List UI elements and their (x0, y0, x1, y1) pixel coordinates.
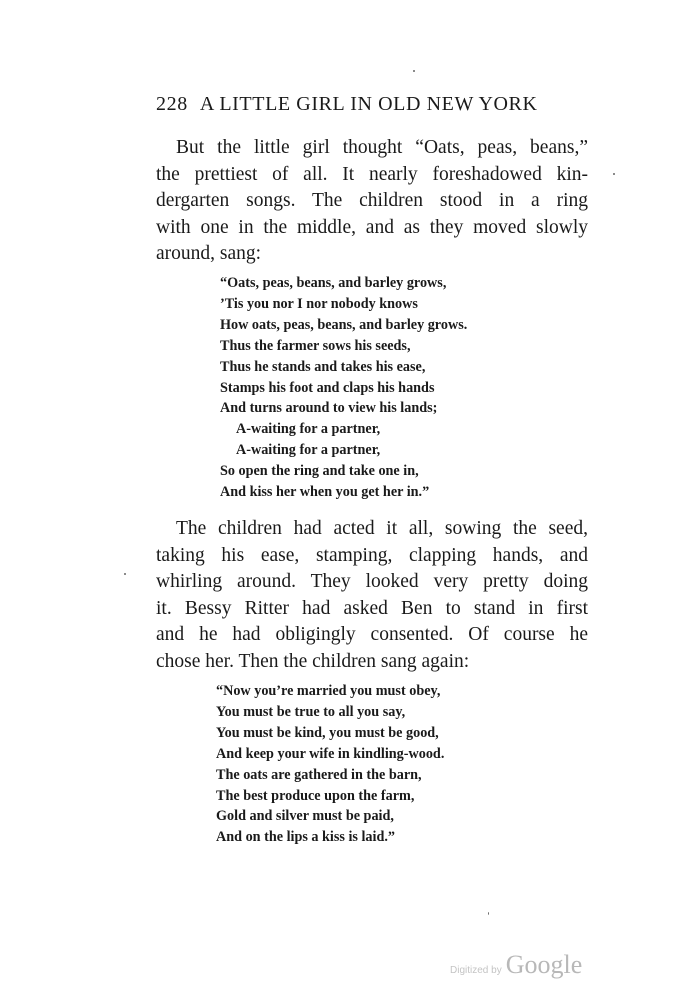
paragraph-line: dergarten songs. The children stood in a ring (156, 190, 588, 211)
verse-line: So open the ring and take one in, (220, 463, 419, 480)
running-title: A LITTLE GIRL IN OLD NEW YORK (199, 93, 538, 115)
watermark-prefix: Digitized by (450, 965, 502, 976)
page-number: 228 (156, 93, 188, 115)
verse-line: A-waiting for a partner, (236, 442, 381, 459)
verse-line: Gold and silver must be paid, (216, 808, 394, 825)
paragraph-line: with one in the middle, and as they moved slowly (156, 216, 588, 238)
paragraph-line: whirling around. They looked very pretty doing (156, 571, 588, 592)
paragraph-line: chose her. Then the children sang again: (156, 650, 470, 672)
verse-line: “Oats, peas, beans, and barley grows, (220, 275, 447, 291)
verse-line: The best produce upon the farm, (216, 787, 415, 804)
verse-line: The oats are gathered in the barn, (216, 766, 422, 783)
running-head (156, 93, 556, 116)
digitized-by-google-watermark (450, 950, 582, 980)
paragraph-line: around, sang: (156, 243, 262, 264)
verse-2 (216, 681, 444, 848)
verse-line: And keep your wife in kindling-wood. (216, 745, 445, 762)
paragraph-line: The children had acted it all, sowing the seed, (176, 518, 588, 539)
scan-speck (413, 70, 415, 72)
verse-line: Thus he stands and takes his ease, (220, 358, 426, 375)
verse-line: Thus the farmer sows his seeds, (220, 337, 411, 354)
paragraph-1 (156, 135, 588, 268)
verse-line: You must be kind, you must be good, (216, 724, 439, 741)
paragraph-line: the prettiest of all. It nearly foreshadowed kin- (156, 163, 588, 185)
verse-line: How oats, peas, beans, and barley grows. (220, 316, 468, 333)
verse-line: A-waiting for a partner, (236, 421, 381, 438)
verse-line: And turns around to view his lands; (220, 400, 438, 417)
verse-line: And on the lips a kiss is laid.” (216, 829, 395, 846)
scan-speck (488, 912, 489, 915)
verse-line: And kiss her when you get her in.” (220, 484, 430, 501)
paragraph-line: taking his ease, stamping, clapping hands, and (156, 544, 588, 566)
paragraph-line: it. Bessy Ritter had asked Ben to stand in first (156, 597, 588, 619)
paragraph-line: But the little girl thought “Oats, peas, beans,” (176, 137, 588, 158)
verse-line: You must be true to all you say, (216, 703, 406, 720)
verse-line: Stamps his foot and claps his hands (220, 379, 435, 396)
verse-line: ’Tis you nor I nor nobody knows (220, 295, 418, 312)
scan-speck (613, 173, 615, 175)
paragraph-line: and he had obligingly consented. Of course he (156, 624, 588, 645)
google-logo: Google (505, 950, 583, 979)
scan-speck (124, 573, 126, 575)
verse-line: “Now you’re married you must obey, (216, 683, 441, 699)
verse-1 (220, 273, 467, 503)
paragraph-2 (156, 516, 588, 675)
